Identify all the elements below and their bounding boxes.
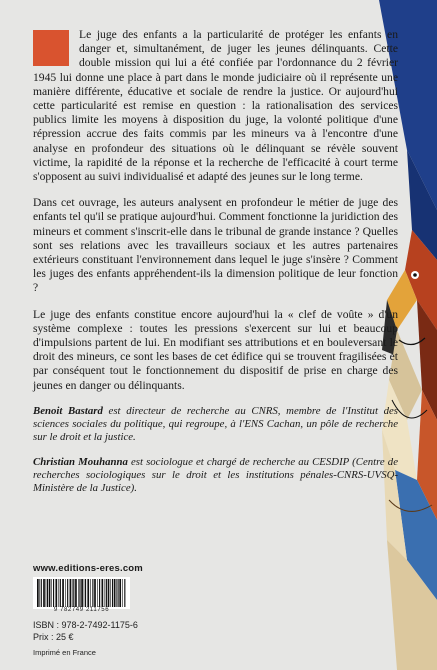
author-bio-bastard	[33, 405, 398, 444]
barcode-bars	[33, 577, 130, 609]
back-cover-text	[33, 28, 398, 507]
price: Prix : 25 €	[33, 632, 74, 642]
barcode-number: 9 782749 211756	[53, 607, 110, 613]
summary-paragraph-2: Dans cet ouvrage, les auteurs analysent en profondeur le métier de juge des enfants tel qu'il se pratique aujourd'hui. Comment fonctionne la juridiction des mineurs et comment s'inscrit-elle dans le tribunal de grande instance ? Quelles sont ses relations avec les travailleurs sociaux et les autres partenaires extérieurs constituant l'environnement dans lequel le juge s'insère ? Comment les juges des enfants appréhendent-ils la dimension politique de leur fonction ?	[33, 196, 398, 295]
author-description: est directeur de recherche au CNRS, membre de l'Institut des sciences sociales du politique, qui regroupe, à l'ENS Cachan, un pôle de recherche sur le droit et la justice.	[33, 404, 399, 443]
author-name: Christian Mouhanna	[33, 455, 128, 468]
author-description: est sociologue et chargé de recherche au CESDIP (Centre de recherches sociologiques sur le droit et les institutions pénales-CNRS-UVSQ-Ministère de la Justice).	[33, 455, 398, 494]
orange-square-ornament	[33, 30, 69, 66]
author-name: Benoit Bastard	[33, 404, 103, 417]
publisher-website[interactable]: www.editions-eres.com	[33, 563, 143, 574]
summary-paragraph-1: Le juge des enfants a la particularité de protéger les enfants en danger et, simultanément, de juger les jeunes délinquants. Cette double mission qui lui a été confiée par l'ordonnance du 2 février 1945 lui donne une place à part dans le monde judiciaire où il représente une manière différente, éducative et sociale de rendre la justice. Or aujourd'hui cette particularité est remise en question : la rationalisation des services publics limite les moyens à disposition du juge, la volonté politique d'une répression accrue des faits commis par les mineurs va à l'encontre d'une analyse en profondeur des situations où le délinquant se révèle souvent victime, la rapidité de la réponse et la recherche de l'efficacité à court terme s'opposent au suivi individualisé et adapté des jeunes sur le long terme.	[33, 28, 398, 184]
printed-in: Imprimé en France	[33, 648, 96, 657]
barcode	[33, 577, 130, 609]
isbn: ISBN : 978-2-7492-1175-6	[33, 620, 138, 630]
summary-paragraph-3: Le juge des enfants constitue encore aujourd'hui la « clef de voûte » d'un système complexe : toutes les pressions s'exercent sur lui et beaucoup d'impulsions partent de lui. En modifiant ses attributions et en bouleversant le droit des mineurs, ce sont les bases de cet édifice qui se trouvent fragilisées et par conséquent tout le fonctionnement du dispositif de prise en charge des jeunes en danger ou délinquants.	[33, 307, 398, 392]
author-bio-mouhanna	[33, 456, 398, 495]
